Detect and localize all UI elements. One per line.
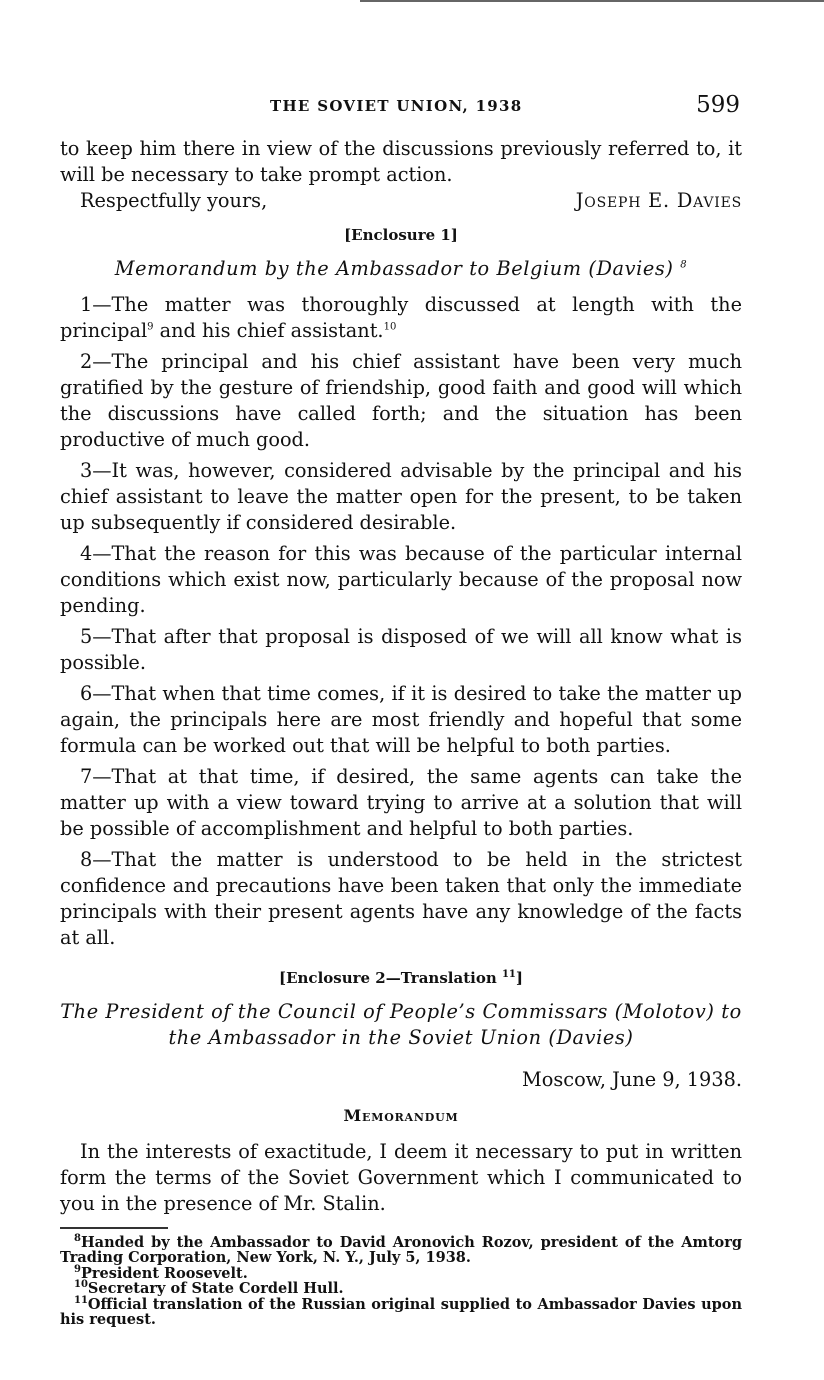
footnote-8-text: Handed by the Ambassador to David Aronovich Rozov, president of the Amtorg Trading Corporation, New York, N. Y., July 5, 1938.	[60, 1233, 742, 1266]
footnote-mark-10: 10	[74, 1279, 88, 1291]
footnote-11	[60, 1294, 742, 1328]
body-text	[60, 136, 742, 1328]
continuation-paragraph: to keep him there in view of the discussions previously referred to, it will be necessary to take prompt action.	[60, 137, 742, 186]
footnote-ref-8: 8	[680, 259, 688, 271]
numbered-paragraph-5: 5—That after that proposal is disposed of we will all know what is possible.	[60, 625, 742, 674]
numbered-paragraph-6: 6—That when that time comes, if it is desired to take the matter up again, the principals here are most friendly and hopeful that some formula can be worked out that will be helpful to both parties.	[60, 682, 742, 757]
paragraph-1-text: 1—The matter was thoroughly discussed at length with the principal	[60, 293, 742, 342]
enclosure-2-label-text: [Enclosure 2—Translation	[279, 969, 497, 987]
enclosure-2-title-line-1: The President of the Council of People’s Commissars (Molotov) to	[60, 1000, 742, 1023]
numbered-paragraph-2: 2—The principal and his chief assistant have been very much gratified by the gesture of friendship, good faith and good will which the discussions have called forth; and the situation has been productive of much good.	[60, 350, 742, 451]
footnote-9	[60, 1263, 742, 1282]
complimentary-close: Respectfully yours,	[80, 189, 268, 212]
footnote-8	[60, 1232, 742, 1266]
numbered-paragraph-7: 7—That at that time, if desired, the same agents can take the matter up with a view toward trying to arrive at a solution that will be possible of accomplishment and helpful to both parties.	[60, 765, 742, 840]
memorandum-body: In the interests of exactitude, I deem it necessary to put in written form the terms of the Soviet Government which I communicated to you in the presence of Mr. Stalin.	[60, 1140, 742, 1215]
footnote-mark-8: 8	[74, 1232, 81, 1244]
dateline: Moscow, June 9, 1938.	[522, 1068, 742, 1091]
enclosure-1-label: [Enclosure 1]	[344, 226, 458, 244]
numbered-paragraph-3: 3—It was, however, considered advisable by the principal and his chief assistant to leave the matter open for the present, to be taken up subsequently if considered desirable.	[60, 459, 742, 534]
numbered-paragraph-1	[60, 292, 742, 344]
page-number: 599	[696, 92, 740, 118]
footnote-ref-10: 10	[383, 321, 397, 333]
paragraph-1-text-end: and his chief assistant.	[153, 319, 384, 342]
footnote-ref-9: 9	[147, 321, 154, 333]
footnote-mark-11: 11	[74, 1294, 88, 1306]
footnote-10-text: Secretary of State Cordell Hull.	[87, 1280, 344, 1297]
footnote-ref-11: 11	[501, 969, 516, 980]
footnote-11-text: Official translation of the Russian original supplied to Ambassador Davies upon his request.	[60, 1295, 742, 1328]
footnote-9-text: President Roosevelt.	[80, 1264, 248, 1282]
footnote-10	[60, 1281, 742, 1297]
enclosure-2-title	[60, 999, 742, 1051]
enclosure-2-label-close: ]	[515, 969, 523, 987]
enclosure-2-label	[60, 965, 742, 991]
letter-closing	[60, 188, 742, 214]
footnote-divider	[60, 1227, 168, 1229]
enclosure-1-title-text: Memorandum by the Ambassador to Belgium (Davies)	[114, 257, 674, 280]
top-border-rule	[360, 0, 824, 2]
numbered-paragraph-8: 8—That the matter is understood to be held in the strictest confidence and precautions have been taken that only the immediate principals with their present agents have any knowledge of the facts at all.	[60, 848, 742, 949]
footnote-mark-9: 9	[74, 1263, 81, 1275]
numbered-paragraph-4: 4—That the reason for this was because of the particular internal conditions which exist now, particularly because of the proposal now pending.	[60, 542, 742, 617]
signature: Joseph E. Davies	[575, 189, 742, 212]
page-header	[60, 92, 742, 122]
memorandum-heading: Memorandum	[343, 1106, 459, 1125]
footnotes	[60, 1232, 742, 1328]
running-head: THE SOVIET UNION, 1938	[270, 97, 523, 115]
enclosure-1-title	[60, 256, 742, 282]
enclosure-2-title-line-2: the Ambassador in the Soviet Union (Davies)	[168, 1026, 634, 1049]
